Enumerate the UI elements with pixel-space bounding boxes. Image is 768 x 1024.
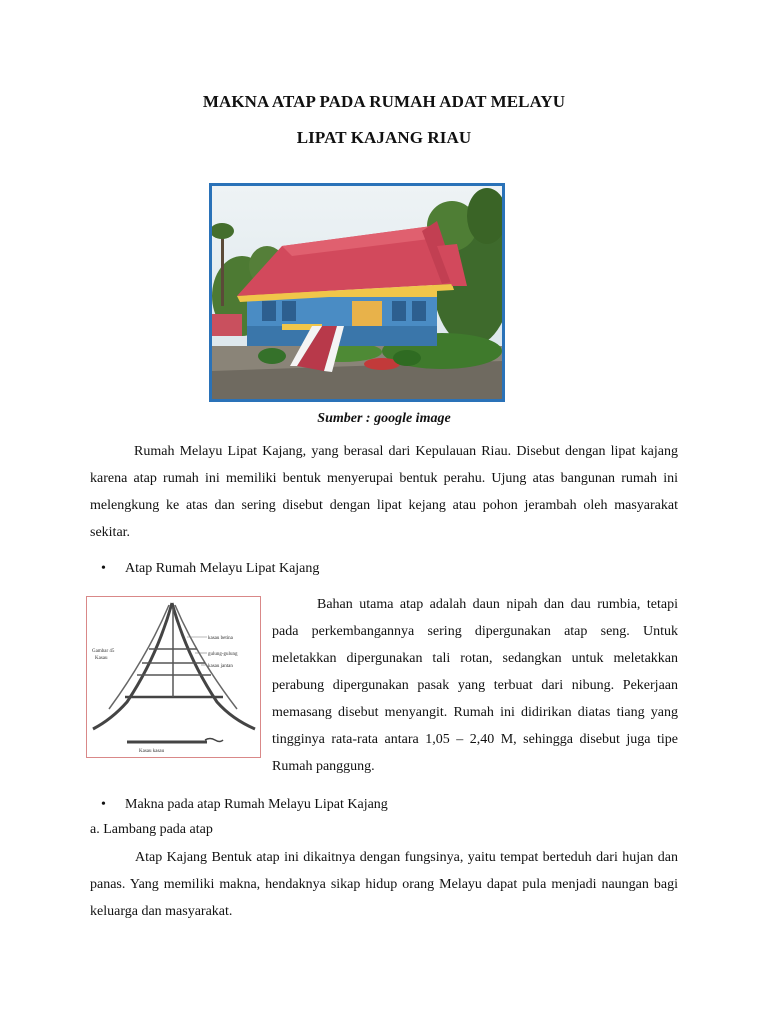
intro-paragraph: Rumah Melayu Lipat Kajang, yang berasal dari Kepulauan Riau. Disebut dengan lipat kajang karena atap rumah ini memiliki bentuk menyerupai bentuk perahu. Ujung atas bangunan rumah ini melengkung ke atas dan sering disebut dengan lipat kejang atau pohon jerambah oleh masyarakat sekitar. (90, 444, 678, 540)
bullet-text: Atap Rumah Melayu Lipat Kajang (125, 561, 320, 576)
diagram-label-kasau-jantan: kasau jantan (208, 664, 233, 669)
subheading-lambang: a. Lambang pada atap (90, 822, 213, 837)
meaning-paragraph: Atap Kajang Bentuk atap ini dikaitnya dengan fungsinya, yaitu tempat berteduh dari hujan dan panas. Yang memiliki makna, hendaknya sikap hidup orang Melayu dapat pula menjadi naungan bagi keluarga dan masyarakat. (90, 850, 678, 919)
document-title-line-1: MAKNA ATAP PADA RUMAH ADAT MELAYU (202, 92, 566, 111)
roof-structure-diagram (86, 596, 261, 758)
bullet-text: Makna pada atap Rumah Melayu Lipat Kajang (125, 797, 388, 812)
diagram-label-kasau-betina: kasau betina (208, 636, 233, 641)
roof-material-paragraph: Bahan utama atap adalah daun nipah dan dau rumbia, tetapi pada perkembangannya sering dipergunakan atap seng. Untuk meletakkan dipergunakan tali rotan, sedangkan untuk meletakkan perabung dipergunakan pasak yang terbuat dari nibung. Pekerjaan memasang disebut menyangit. Rumah ini didirikan diatas tiang yang tingginya rata-rata antara 1,05 – 2,40 M, sehingga disebut juga tipe Rumah panggung. (272, 597, 678, 774)
diagram-label-bottom: Kasau kasau (139, 749, 165, 754)
house-photo (209, 183, 505, 402)
photo-caption: Sumber : google image (317, 411, 451, 426)
malay-house-image (212, 186, 502, 399)
diagram-side-label-1: Gambar 45 (92, 649, 115, 654)
diagram-side-label-2: Kasau (95, 656, 108, 661)
diagram-label-gulung-gulung: gulung-gulung (208, 652, 238, 657)
document-title-line-2: LIPAT KAJANG RIAU (296, 128, 472, 147)
bullet-symbol: • (101, 561, 106, 576)
bullet-symbol: • (101, 797, 106, 812)
